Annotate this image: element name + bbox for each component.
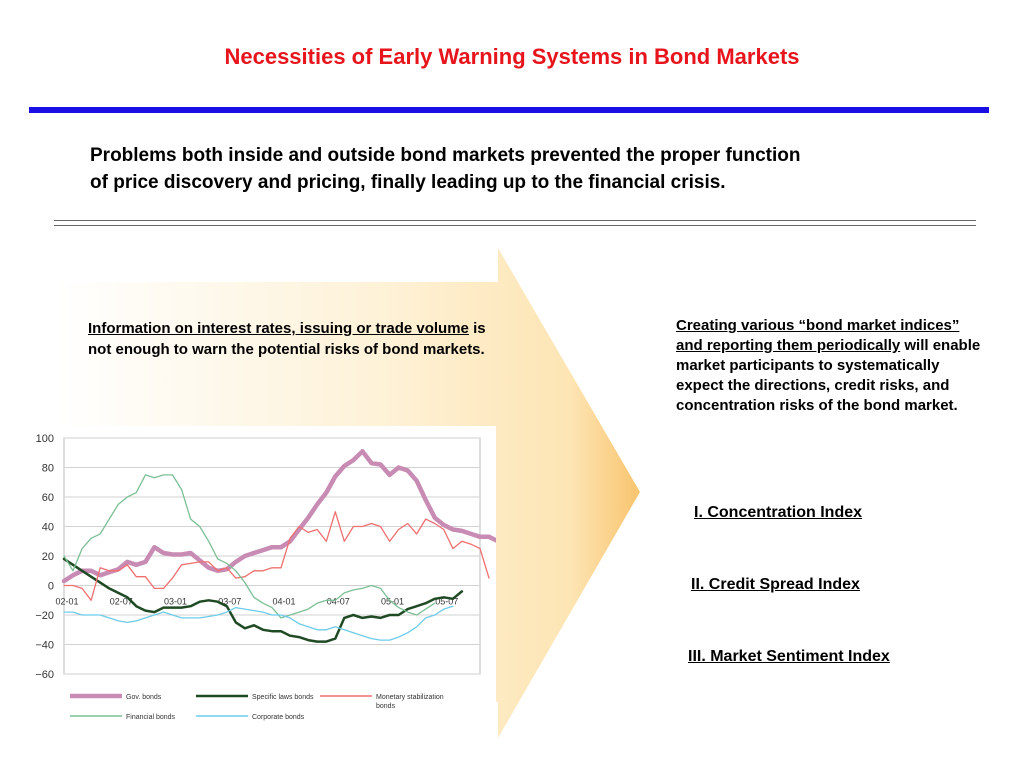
intro-line-2: of price discovery and pricing, finally leading up to the financial crisis. xyxy=(90,172,726,193)
y-tick-label: 100 xyxy=(35,433,54,445)
legend-label-monetary-line2: bonds xyxy=(376,703,396,710)
x-tick-label: 02-01 xyxy=(55,596,79,607)
bond-spread-chart xyxy=(20,426,496,726)
x-tick-label: 05-07 xyxy=(435,596,459,607)
x-tick-label: 04-07 xyxy=(326,596,350,607)
y-tick-label: 20 xyxy=(41,551,54,563)
legend-label-specific: Specific laws bonds xyxy=(252,694,314,701)
x-tick-label: 04-01 xyxy=(272,596,296,607)
legend-label-financial: Financial bonds xyxy=(126,714,176,721)
concentration-index-item: I. Concentration Index xyxy=(694,504,863,521)
right-solution-text xyxy=(676,316,986,416)
y-tick-label: −60 xyxy=(35,669,54,681)
y-tick-label: 80 xyxy=(41,462,54,475)
x-tick-label: 03-01 xyxy=(164,596,188,607)
intro-line-1: Problems both inside and outside bond markets prevented the proper function xyxy=(90,145,801,166)
legend-label-gov: Gov. bonds xyxy=(126,694,162,701)
y-tick-label: −40 xyxy=(35,639,54,652)
x-tick-label: 03-07 xyxy=(218,596,242,607)
legend-label-corporate: Corporate bonds xyxy=(252,714,305,721)
credit-spread-index-item: II. Credit Spread Index xyxy=(691,576,860,593)
x-tick-label: 05-01 xyxy=(381,596,405,607)
bond-spread-chart-panel xyxy=(20,426,496,726)
left-problem-text xyxy=(88,318,496,360)
y-tick-label: 60 xyxy=(41,492,54,504)
y-tick-label: 40 xyxy=(41,521,54,534)
y-tick-label: −20 xyxy=(35,610,54,622)
right-text-rest: will enable market participants to systematically expect the directions, credit risks, and concentration risks of the bond market. xyxy=(676,337,981,414)
left-text-rest: is not enough to warn the potential risks of bond markets. xyxy=(88,320,486,358)
x-tick-label: 02-07 xyxy=(109,596,133,607)
right-text-underlined: Creating various “bond market indices” and reporting them periodically xyxy=(676,317,960,354)
market-sentiment-index-item: III. Market Sentiment Index xyxy=(688,648,890,665)
left-text-underlined: Information on interest rates, issuing or trade volume xyxy=(88,320,469,337)
y-tick-label: 0 xyxy=(47,580,54,593)
legend-label-monetary: Monetary stabilization xyxy=(376,694,444,701)
page-title: Necessities of Early Warning Systems in Bond Markets xyxy=(224,44,800,69)
